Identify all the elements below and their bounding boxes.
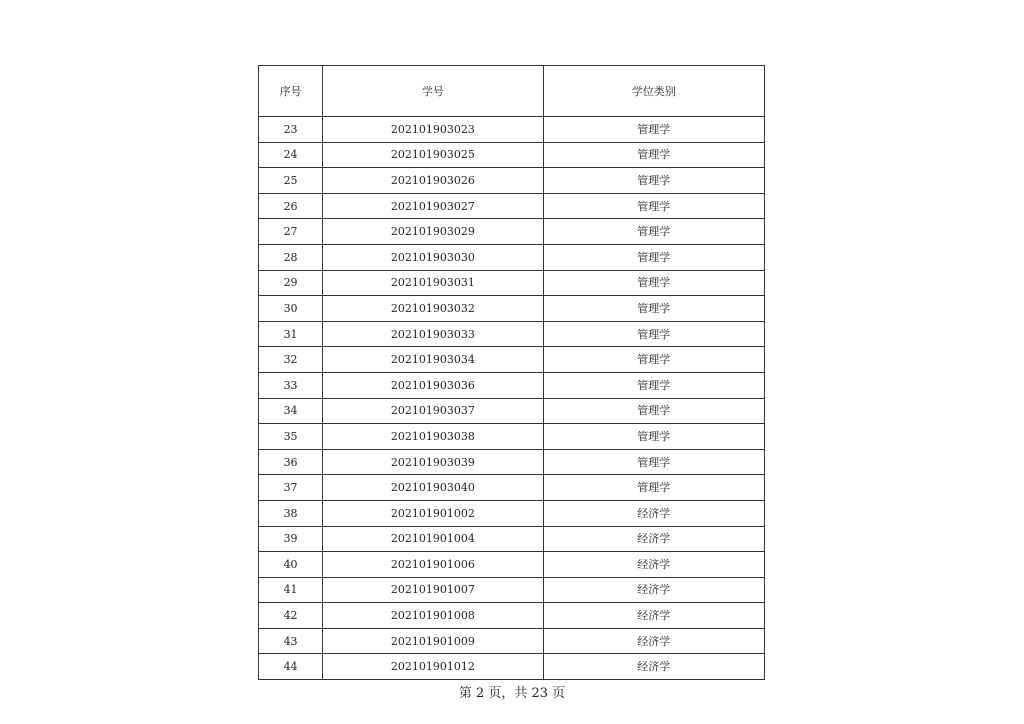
cell-degree-type: 管理学 [543, 449, 764, 475]
table-row [259, 321, 765, 347]
table-row [259, 398, 765, 424]
cell-degree-type: 经济学 [543, 603, 764, 629]
table-row [259, 449, 765, 475]
cell-seq: 26 [259, 193, 323, 219]
cell-degree-type: 管理学 [543, 244, 764, 270]
cell-seq: 38 [259, 500, 323, 526]
cell-degree-type: 管理学 [543, 193, 764, 219]
cell-seq: 44 [259, 654, 323, 680]
cell-student-id: 202101901002 [323, 500, 543, 526]
cell-degree-type: 管理学 [543, 475, 764, 501]
cell-degree-type: 经济学 [543, 577, 764, 603]
table-body [259, 117, 765, 680]
table-row [259, 270, 765, 296]
cell-student-id: 202101901009 [323, 628, 543, 654]
cell-student-id: 202101903037 [323, 398, 543, 424]
cell-seq: 25 [259, 168, 323, 194]
cell-degree-type: 经济学 [543, 628, 764, 654]
header-student-id: 学号 [323, 66, 543, 117]
cell-seq: 28 [259, 244, 323, 270]
cell-degree-type: 经济学 [543, 552, 764, 578]
cell-seq: 41 [259, 577, 323, 603]
cell-student-id: 202101903027 [323, 193, 543, 219]
cell-degree-type: 管理学 [543, 347, 764, 373]
cell-degree-type: 管理学 [543, 117, 764, 143]
cell-student-id: 202101901004 [323, 526, 543, 552]
table-row [259, 500, 765, 526]
cell-seq: 43 [259, 628, 323, 654]
table-row [259, 296, 765, 322]
cell-seq: 31 [259, 321, 323, 347]
cell-degree-type: 经济学 [543, 500, 764, 526]
cell-student-id: 202101901012 [323, 654, 543, 680]
cell-student-id: 202101901006 [323, 552, 543, 578]
cell-degree-type: 管理学 [543, 424, 764, 450]
table-row [259, 193, 765, 219]
header-seq: 序号 [259, 66, 323, 117]
cell-degree-type: 管理学 [543, 219, 764, 245]
table-row [259, 552, 765, 578]
table-row [259, 142, 765, 168]
cell-student-id: 202101903038 [323, 424, 543, 450]
cell-degree-type: 管理学 [543, 398, 764, 424]
table-row [259, 577, 765, 603]
table-row [259, 244, 765, 270]
table-row [259, 475, 765, 501]
cell-degree-type: 管理学 [543, 372, 764, 398]
table-row [259, 168, 765, 194]
cell-degree-type: 管理学 [543, 321, 764, 347]
page-number-text: 第 2 页，共 23 页 [458, 686, 566, 701]
cell-seq: 33 [259, 372, 323, 398]
table-row [259, 603, 765, 629]
cell-seq: 24 [259, 142, 323, 168]
table-row [259, 347, 765, 373]
cell-seq: 27 [259, 219, 323, 245]
table-row [259, 372, 765, 398]
table-row [259, 424, 765, 450]
table-row [259, 628, 765, 654]
header-degree-type: 学位类别 [543, 66, 764, 117]
cell-seq: 36 [259, 449, 323, 475]
cell-seq: 30 [259, 296, 323, 322]
cell-seq: 32 [259, 347, 323, 373]
cell-degree-type: 管理学 [543, 142, 764, 168]
cell-degree-type: 管理学 [543, 270, 764, 296]
cell-student-id: 202101903031 [323, 270, 543, 296]
table-header-row [259, 66, 765, 117]
cell-student-id: 202101903034 [323, 347, 543, 373]
cell-degree-type: 管理学 [543, 168, 764, 194]
cell-seq: 35 [259, 424, 323, 450]
cell-student-id: 202101903029 [323, 219, 543, 245]
cell-student-id: 202101901008 [323, 603, 543, 629]
cell-student-id: 202101903039 [323, 449, 543, 475]
cell-seq: 40 [259, 552, 323, 578]
cell-student-id: 202101903023 [323, 117, 543, 143]
cell-degree-type: 经济学 [543, 654, 764, 680]
student-degree-table [258, 65, 765, 680]
cell-student-id: 202101903036 [323, 372, 543, 398]
cell-student-id: 202101903033 [323, 321, 543, 347]
cell-seq: 42 [259, 603, 323, 629]
cell-student-id: 202101901007 [323, 577, 543, 603]
cell-seq: 37 [259, 475, 323, 501]
table-row [259, 654, 765, 680]
cell-seq: 23 [259, 117, 323, 143]
cell-student-id: 202101903032 [323, 296, 543, 322]
cell-student-id: 202101903026 [323, 168, 543, 194]
table-row [259, 526, 765, 552]
cell-degree-type: 经济学 [543, 526, 764, 552]
table-row [259, 219, 765, 245]
cell-student-id: 202101903040 [323, 475, 543, 501]
cell-student-id: 202101903025 [323, 142, 543, 168]
cell-seq: 29 [259, 270, 323, 296]
cell-seq: 34 [259, 398, 323, 424]
cell-degree-type: 管理学 [543, 296, 764, 322]
cell-student-id: 202101903030 [323, 244, 543, 270]
page-footer [0, 682, 1024, 701]
cell-seq: 39 [259, 526, 323, 552]
table-row [259, 117, 765, 143]
